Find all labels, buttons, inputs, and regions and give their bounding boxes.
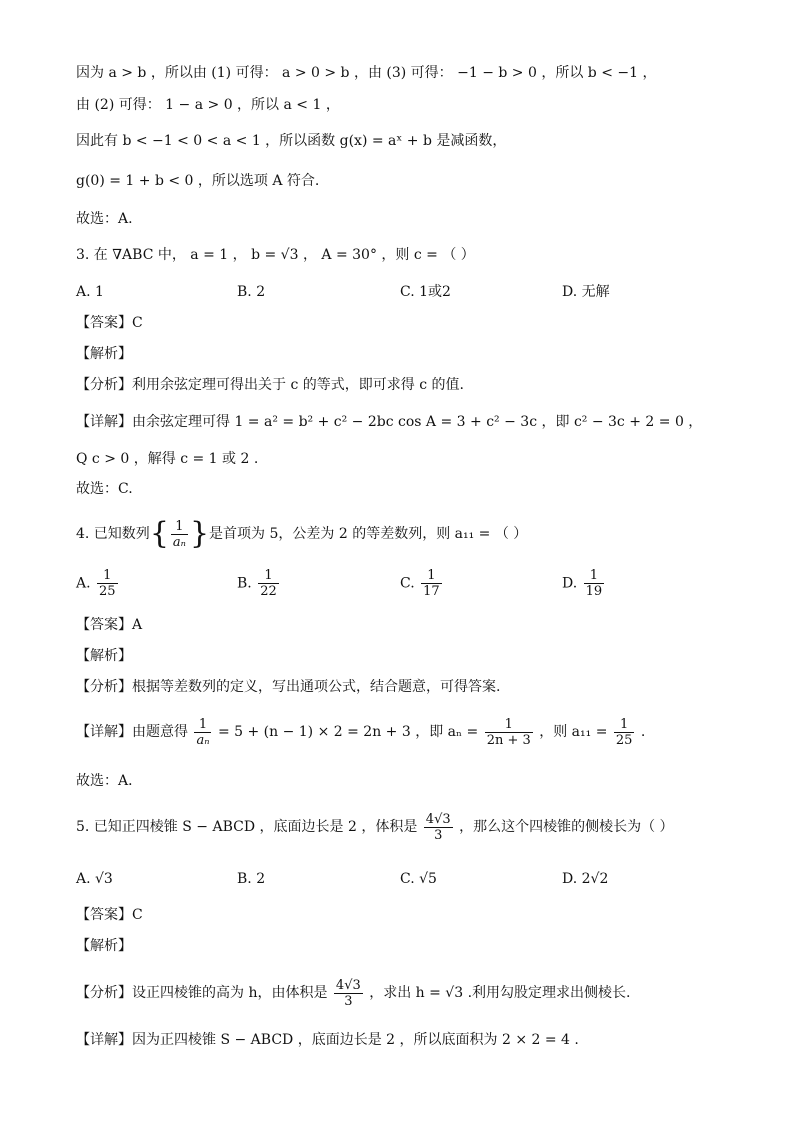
option-label: B. [237, 575, 252, 592]
denominator: 3 [344, 993, 353, 1009]
option-label: A. [76, 575, 91, 592]
denominator: 19 [585, 584, 603, 599]
detail-text: Q c > 0 ，解得 c = 1 或 2 . [76, 451, 259, 467]
detail-text: 【详解】由余弦定理可得 1 = a² = b² + c² − 2bc cos A = 3 + c² − 3c ，即 c² − 3c + 2 = 0 ， [76, 414, 703, 430]
numerator: 1 [584, 568, 605, 584]
denominator: 3 [434, 827, 443, 843]
fraction [584, 568, 605, 599]
detail-end: . [640, 724, 646, 740]
q4-option-c [400, 568, 444, 599]
numerator: 1 [485, 717, 533, 733]
text-line: 故选：A. [76, 211, 133, 227]
numerator: 1 [194, 717, 211, 733]
fraction [194, 717, 211, 748]
numerator: 4√3 [335, 977, 361, 993]
analysis-label: 【解析】 [76, 648, 132, 664]
q5-suffix: ，那么这个四棱锥的侧棱长为（ ） [459, 819, 674, 835]
fraction [614, 717, 635, 748]
analysis-text: 【分析】根据等差数列的定义，写出通项公式，结合题意，可得答案. [76, 679, 501, 695]
analysis-label: 【解析】 [76, 346, 132, 362]
denominator: 17 [423, 584, 440, 599]
text-line: 由 (2) 可得： 1 − a > 0 ，所以 a < 1 ， [76, 97, 340, 113]
analysis-text [76, 974, 630, 1012]
numerator: 1 [171, 519, 188, 535]
denominator: 22 [260, 584, 277, 599]
text-line: 因此有 b < −1 < 0 < a < 1 ，所以函数 g(x) = aˣ + b 是减函数， [76, 133, 507, 149]
question-3: 3. 在 ∇ABC 中， a = 1 ， b = √3 ， A = 30° ，则 c = （ ） [76, 247, 475, 263]
q4-option-d [562, 568, 606, 599]
select-text: 故选：C. [76, 481, 133, 497]
numerator: 4√3 [425, 811, 451, 827]
denominator: aₙ [172, 534, 186, 550]
q3-option-a: A. 1 [76, 284, 104, 300]
fraction [97, 568, 118, 599]
denominator: 2n + 3 [486, 732, 531, 748]
detail-text: 【详解】因为正四棱锥 S − ABCD ，底面边长是 2 ，所以底面积为 2 × 2 = 4 . [76, 1032, 579, 1048]
q4-option-a [76, 568, 120, 599]
fraction [424, 812, 453, 843]
fraction [421, 568, 442, 599]
detail-middle: ，则 a₁₁ = [539, 724, 608, 740]
fraction [334, 978, 363, 1009]
denominator: aₙ [196, 732, 210, 748]
q3-option-c: C. 1或2 [400, 284, 451, 300]
q4-prefix: 4. 已知数列 [76, 526, 150, 542]
text-line: g(0) = 1 + b < 0 ，所以选项 A 符合. [76, 173, 320, 189]
option-label: D. [562, 575, 578, 592]
q5-option-c: C. √5 [400, 871, 437, 887]
detail-prefix: 【详解】由题意得 [76, 724, 188, 740]
q4-suffix: 是首项为 5，公差为 2 的等差数列，则 a₁₁ = （ ） [209, 526, 528, 542]
left-brace: { [149, 516, 169, 551]
select-text: 故选：A． [76, 773, 143, 789]
fraction [258, 568, 279, 599]
q5-option-a: A. √3 [76, 871, 113, 887]
fraction [171, 519, 188, 550]
numerator: 1 [421, 568, 442, 584]
numerator: 1 [614, 717, 635, 733]
question-5 [76, 808, 674, 846]
analysis-text: 【分析】利用余弦定理可得出关于 c 的等式，即可求得 c 的值. [76, 377, 464, 393]
q3-option-d: D. 无解 [562, 284, 610, 300]
q5-option-b: B. 2 [237, 871, 266, 887]
detail-middle: = 5 + (n − 1) × 2 = 2n + 3 ，即 aₙ = [217, 724, 479, 740]
analysis-label: 【解析】 [76, 938, 132, 954]
answer-label: 【答案】C [76, 315, 143, 331]
q5-option-d: D. 2√2 [562, 871, 609, 887]
numerator: 1 [258, 568, 279, 584]
q5-prefix: 5. 已知正四棱锥 S − ABCD ，底面边长是 2 ，体积是 [76, 819, 418, 835]
fraction [485, 717, 533, 748]
answer-label: 【答案】A [76, 617, 143, 633]
option-label: C. [400, 575, 415, 592]
detail-text [76, 714, 645, 750]
q4-option-b [237, 568, 281, 599]
analysis-prefix: 【分析】设正四棱锥的高为 h，由体积是 [76, 985, 328, 1001]
numerator: 1 [97, 568, 118, 584]
right-brace: } [189, 516, 210, 551]
question-4 [76, 514, 527, 554]
text-line: 因为 a > b ，所以由 (1) 可得： a > 0 > b ，由 (3) 可得： −1 − b > 0 ，所以 b < −1 ， [76, 65, 657, 81]
denominator: 25 [99, 584, 116, 599]
answer-label: 【答案】C [76, 907, 143, 923]
denominator: 25 [615, 732, 633, 748]
analysis-suffix: ，求出 h = √3 .利用勾股定理求出侧棱长. [369, 985, 631, 1001]
q3-option-b: B. 2 [237, 284, 266, 300]
